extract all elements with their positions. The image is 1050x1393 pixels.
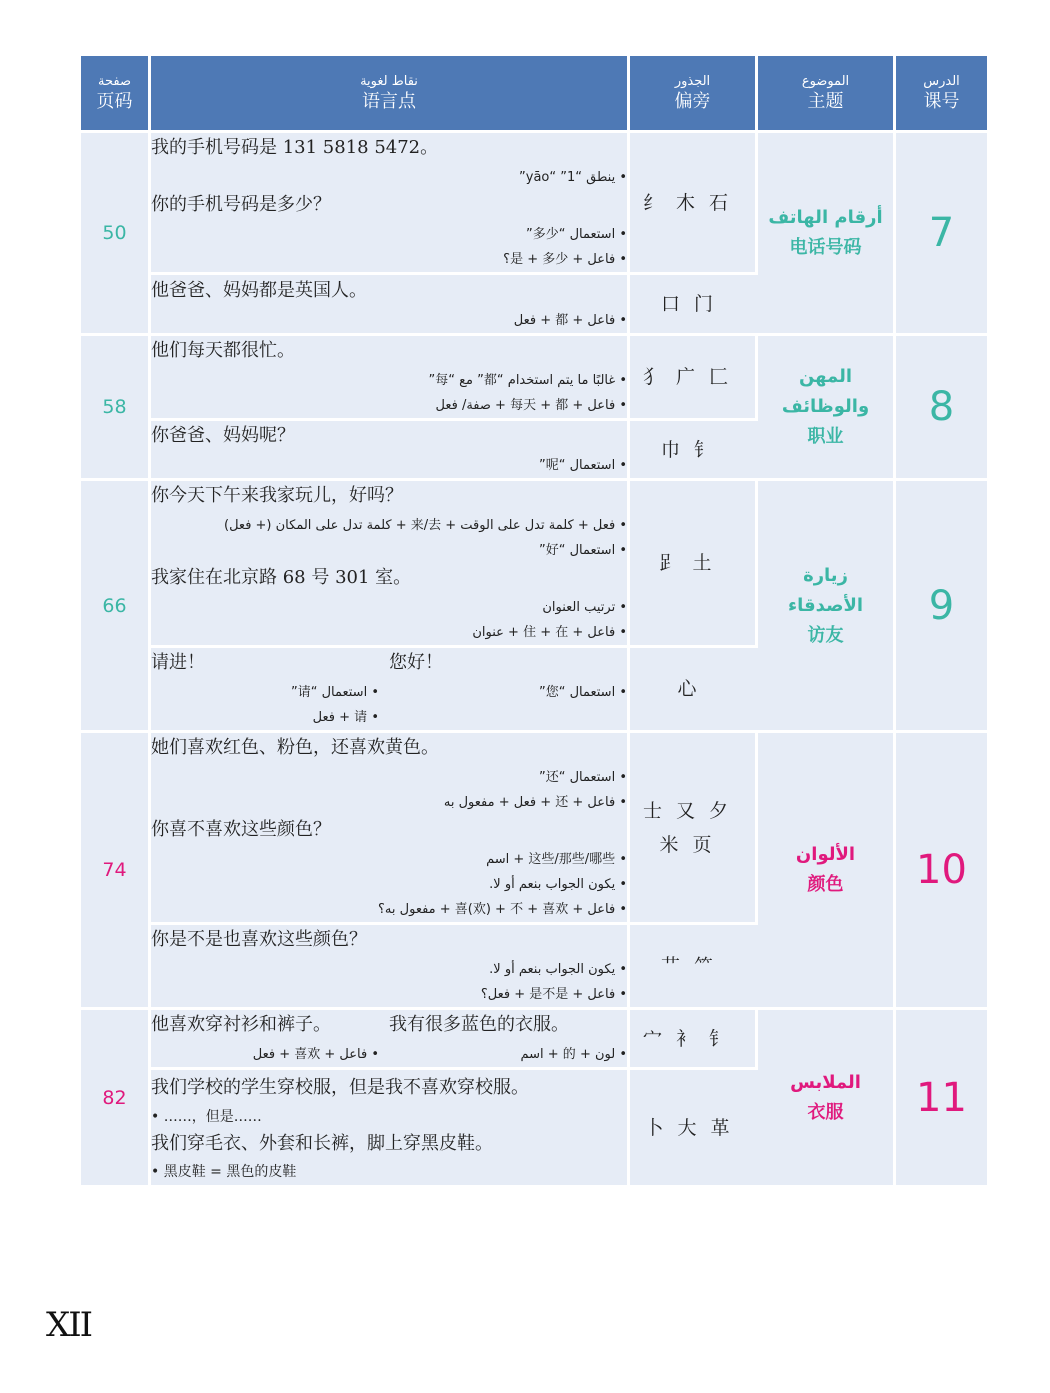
radicals: 𧾷土 — [630, 481, 758, 648]
grammar-note: • لون + 的 + اسم — [520, 1047, 627, 1062]
page-number-roman: XII — [46, 1305, 92, 1345]
lesson-number: 8 — [896, 336, 987, 481]
sentence: 你爸爸、妈妈呢？ — [151, 425, 295, 446]
page-number: 66 — [81, 481, 151, 733]
header-topic: الموضوع 主题 — [758, 56, 896, 133]
radicals: 艹⺮ — [630, 925, 758, 1010]
language-points — [151, 481, 630, 648]
lesson-11-row-a — [81, 1010, 987, 1070]
topic-chinese: 颜色 — [807, 874, 844, 895]
radicals-line: 士又夕 — [642, 799, 742, 822]
sentence: 我们穿毛衣、外套和长裤，脚上穿黑皮鞋。 — [151, 1132, 493, 1154]
grammar-note: • استعمال “好” — [538, 543, 627, 558]
topic-chinese: 职业 — [807, 426, 844, 447]
topic — [758, 336, 896, 481]
grammar-note: • فاعل + 是不是 + فعل؟ — [480, 987, 627, 1002]
header-lesson: الدرس 课号 — [896, 56, 987, 133]
sentence: 你喜不喜欢这些颜色？ — [151, 819, 331, 840]
topic-chinese: 衣服 — [807, 1101, 844, 1123]
radicals: 心 — [630, 648, 758, 733]
language-points — [151, 733, 630, 925]
topic — [758, 1010, 896, 1188]
header-row — [81, 56, 987, 133]
radicals: 犭广匚 — [630, 336, 758, 421]
language-points — [151, 133, 630, 275]
sentence: 你今天下午来我家玩儿，好吗？ — [151, 485, 403, 506]
grammar-note: • 黑皮鞋 = 黑色的皮鞋 — [151, 1163, 297, 1180]
topic-chinese: 访友 — [807, 624, 844, 646]
contents-table — [81, 56, 987, 1188]
topic-arabic: الأصدقاء — [787, 594, 864, 616]
sentence: 你的手机号码是多少？ — [151, 194, 331, 215]
grammar-note: • استعمال “多少” — [525, 227, 627, 242]
sentence-pair — [151, 1010, 627, 1042]
note-pair — [151, 1042, 627, 1067]
grammar-note: • فاعل + 喜欢 + فعل — [252, 1047, 379, 1062]
grammar-note: • ينطق “1” “yāo” — [519, 170, 627, 185]
language-points — [151, 1010, 630, 1070]
lesson-number: 9 — [896, 481, 987, 733]
lesson-number: 11 — [896, 1010, 987, 1188]
radicals-line: 米页 — [659, 833, 726, 856]
header-radicals: الجذور 偏旁 — [630, 56, 758, 133]
grammar-note: • 请 + فعل — [312, 710, 379, 725]
page-number: 82 — [81, 1010, 151, 1188]
topic-arabic: أرقام الهاتف — [768, 207, 883, 228]
radicals: 宀衤钅 — [630, 1010, 758, 1070]
grammar-note: • استعمال “您” — [538, 685, 627, 700]
header-points: نقاط لغوية 语言点 — [151, 56, 630, 133]
page-number: 74 — [81, 733, 151, 1010]
lesson-7-row-a — [81, 133, 987, 275]
grammar-note: • فاعل + 每天 + 都 + صفة/ فعل — [435, 398, 627, 413]
language-points — [151, 421, 630, 481]
grammar-note: • فاعل + 还 + فعل + مفعول به — [443, 795, 627, 810]
grammar-note: • استعمال “还” — [538, 770, 627, 785]
grammar-note: • فاعل + 喜(欢) + 不 + 喜欢 + مفعول به؟ — [378, 902, 627, 917]
radicals: 纟木石 — [630, 133, 758, 275]
grammar-note: • 这些/那些/哪些 + اسم — [486, 852, 627, 867]
page-number: 50 — [81, 133, 151, 336]
grammar-note: • فعل + كلمة تدل على الوقت + 来/去 + كلمة تدل على المكان (+ فعل) — [224, 518, 627, 533]
topic — [758, 133, 896, 336]
language-points — [151, 648, 630, 733]
lesson-8-row-a — [81, 336, 987, 421]
sentence: 她们喜欢红色、粉色，还喜欢黄色。 — [151, 737, 439, 758]
topic-arabic: المهن — [798, 366, 853, 387]
topic-arabic: الملابس — [790, 1071, 861, 1093]
note-pair — [151, 680, 627, 730]
grammar-note: • استعمال “呢” — [538, 458, 627, 473]
grammar-note: • ……，但是…… — [151, 1108, 262, 1125]
grammar-note: • يكون الجواب بنعم أو لا. — [489, 877, 627, 892]
grammar-note: • فاعل + 是 + 多少؟ — [503, 252, 627, 267]
topic — [758, 481, 896, 733]
grammar-note: • فاعل + 都 + فعل — [513, 312, 627, 328]
sentence: 您好！ — [389, 652, 443, 673]
grammar-note: • غالبًا ما يتم استخدام “都” مع “每” — [428, 373, 627, 388]
radicals: 巾钅 — [630, 421, 758, 481]
sentence-pair — [151, 648, 627, 680]
sentence: 请进！ — [151, 652, 205, 673]
header-page: صفحة 页码 — [81, 56, 151, 133]
grammar-note: • فاعل + 住 + 在 + عنوان — [472, 625, 627, 640]
topic — [758, 733, 896, 1010]
sentence: 我有很多蓝色的衣服。 — [389, 1014, 569, 1035]
sentence: 我家住在北京路 68 号 301 室。 — [151, 567, 412, 588]
radicals: 口门 — [630, 275, 758, 336]
language-points — [151, 925, 630, 1010]
topic-arabic: والوظائف — [781, 396, 870, 417]
topic-chinese: 电话号码 — [789, 237, 862, 258]
topic-arabic: زيارة — [803, 564, 848, 586]
sentence: 他们每天都很忙。 — [151, 340, 295, 361]
language-points — [151, 275, 630, 336]
grammar-note: • ترتيب العنوان — [542, 600, 627, 615]
sentence: 他爸爸、妈妈都是英国人。 — [151, 279, 367, 301]
lesson-number: 7 — [896, 133, 987, 336]
radicals: 卜大革 — [630, 1070, 758, 1188]
page-number: 58 — [81, 336, 151, 481]
language-points — [151, 336, 630, 421]
sentence: 我的手机号码是 131 5818 5472。 — [151, 137, 439, 158]
grammar-note: • يكون الجواب بنعم أو لا. — [489, 962, 627, 977]
note-column-left — [151, 680, 399, 730]
sentence: 你是不是也喜欢这些颜色？ — [151, 929, 367, 950]
topic-arabic: الألوان — [795, 844, 856, 865]
note-column-right — [399, 680, 627, 730]
lesson-9-row-a — [81, 481, 987, 648]
sentence: 我们学校的学生穿校服，但是我不喜欢穿校服。 — [151, 1076, 529, 1098]
sentence: 他喜欢穿衬衫和裤子。 — [151, 1014, 331, 1035]
radicals — [630, 733, 758, 925]
lesson-number: 10 — [896, 733, 987, 1010]
lesson-10-row-a — [81, 733, 987, 925]
language-points — [151, 1070, 630, 1188]
grammar-note: • استعمال “请” — [290, 685, 379, 700]
